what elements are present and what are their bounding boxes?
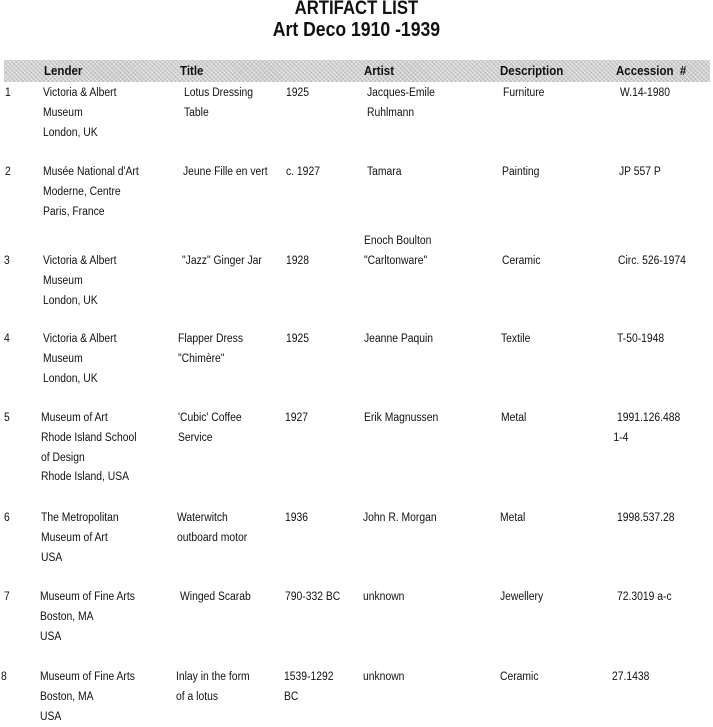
lender-cell-line: Museum [43, 106, 83, 119]
description-cell: Painting [502, 166, 540, 178]
artist-cell-line: Jeanne Paquin [364, 333, 434, 345]
date-cell [286, 330, 309, 350]
accession-cell-line: 72.3019 a-c [617, 591, 672, 603]
lender-cell [43, 163, 139, 222]
title-cell [178, 409, 242, 449]
accession-cell-line: 1998.537.28 [617, 512, 675, 524]
date-cell [285, 509, 308, 529]
lender-cell-line: USA [40, 630, 62, 643]
lender-cell [40, 668, 135, 727]
row-number: 8 [1, 671, 7, 683]
artist-cell-line: "Carltonware" [364, 254, 428, 267]
accession-cell-line: T-50-1948 [617, 333, 665, 345]
lender-cell-line: London, UK [43, 372, 98, 385]
date-cell-line: c. 1927 [286, 166, 320, 178]
document-subtitle: Art Deco 1910 -1939 [272, 19, 441, 41]
title-cell [178, 330, 243, 370]
row-number: 4 [4, 333, 10, 345]
title-cell-line: Jeune Fille en vert [183, 166, 268, 178]
date-cell [286, 84, 309, 104]
accession-cell [620, 84, 670, 104]
accession-cell [617, 509, 675, 529]
title-cell-line: Winged Scarab [180, 591, 251, 603]
accession-cell [613, 409, 681, 449]
accession-cell-line: 1-4 [613, 431, 629, 444]
artist-cell [364, 232, 431, 272]
date-cell [285, 588, 340, 608]
title-cell [176, 668, 250, 708]
title-cell-line: Lotus Dressing [184, 87, 254, 99]
table-header-band [4, 60, 710, 82]
lender-cell-line: Museum [43, 352, 83, 365]
lender-cell-line: USA [41, 551, 63, 564]
date-cell-line: 1927 [285, 412, 309, 424]
title-cell-line: outboard motor [177, 531, 248, 544]
artist-cell [363, 668, 404, 688]
row-number: 7 [4, 591, 10, 603]
accession-cell-line: 1991.126.488 [617, 412, 681, 424]
title-cell [183, 163, 268, 183]
description-cell: Ceramic [502, 255, 541, 267]
title-cell-line: "Chimère" [178, 352, 225, 365]
description-cell: Ceramic [500, 671, 539, 683]
artist-cell-line: John R. Morgan [363, 512, 437, 524]
lender-cell-line: Rhode Island, USA [41, 471, 130, 484]
description-cell: Furniture [503, 87, 545, 99]
accession-cell-line: 27.1438 [612, 671, 650, 683]
title-cell-line: 'Cubic' Coffee [178, 412, 242, 424]
date-cell [284, 668, 334, 708]
title-cell-line: Flapper Dress [178, 333, 243, 345]
lender-cell-line: London, UK [43, 294, 98, 307]
title-cell-line: Waterwitch [177, 512, 228, 524]
accession-cell [619, 163, 661, 183]
row-number: 6 [4, 512, 10, 524]
artist-cell-line: unknown [363, 591, 405, 603]
row-number: 2 [5, 166, 11, 178]
title-cell-line: "Jazz" Ginger Jar [182, 255, 262, 267]
description-cell: Textile [501, 333, 531, 345]
row-number: 1 [5, 87, 11, 99]
lender-cell [43, 84, 116, 143]
lender-cell-line: Moderne, Centre [43, 185, 121, 198]
artist-cell [367, 163, 402, 183]
lender-cell-line: Victoria & Albert [43, 333, 117, 345]
artist-cell-line: Erik Magnussen [364, 412, 439, 424]
artist-cell-line: Jacques-Emile [367, 87, 435, 99]
title-cell-line: Table [184, 106, 209, 119]
lender-cell-line: Victoria & Albert [43, 255, 117, 267]
artist-cell-line: Ruhlmann [367, 106, 415, 119]
accession-cell [612, 668, 649, 688]
lender-cell-line: Paris, France [43, 205, 105, 218]
lender-cell-line: Victoria & Albert [43, 87, 117, 99]
lender-cell-line: Museum of Art [41, 412, 108, 424]
row-number: 3 [4, 255, 10, 267]
lender-cell-line: The Metropolitan [41, 512, 119, 524]
lender-cell [41, 409, 137, 488]
date-cell-line: BC [284, 690, 299, 703]
column-header-lender: Lender [44, 64, 83, 78]
lender-cell-line: London, UK [43, 126, 98, 139]
description-cell: Metal [500, 512, 526, 524]
accession-cell-line: W.14-1980 [620, 87, 671, 99]
title-cell [180, 588, 251, 608]
title-cell-line: Service [178, 431, 213, 444]
artist-cell [364, 409, 438, 429]
date-cell-line: 790-332 BC [285, 591, 341, 603]
lender-cell-line: Museum of Art [41, 531, 108, 544]
date-cell-line: 1936 [285, 512, 309, 524]
document-title: ARTIFACT LIST [294, 0, 419, 19]
date-cell-line: 1925 [286, 87, 310, 99]
column-header-artist: Artist [364, 64, 395, 78]
title-cell [184, 84, 253, 124]
title-cell [177, 509, 247, 549]
artist-cell-line: unknown [363, 671, 405, 683]
date-cell-line: 1928 [286, 255, 310, 267]
artist-cell-line: Tamara [367, 166, 402, 178]
accession-cell [617, 588, 672, 608]
date-cell [286, 163, 320, 183]
artist-cell [367, 84, 435, 124]
artist-cell-line: Enoch Boulton [364, 235, 432, 247]
artist-cell [363, 509, 437, 529]
lender-cell [43, 330, 116, 389]
description-cell: Metal [501, 412, 527, 424]
accession-cell [618, 252, 686, 272]
lender-cell-line: Museum [43, 274, 83, 287]
accession-cell-line: Circ. 526-1974 [618, 255, 686, 267]
date-cell-line: 1539-1292 [284, 671, 334, 683]
lender-cell-line: Museum of Fine Arts [40, 591, 135, 603]
lender-cell-line: Boston, MA [40, 610, 94, 623]
lender-cell-line: Museum of Fine Arts [40, 671, 135, 683]
lender-cell-line: USA [40, 710, 62, 723]
column-header-title: Title [180, 64, 204, 78]
artist-cell [363, 588, 404, 608]
lender-cell-line: Musée National d'Art [43, 166, 139, 178]
lender-cell [43, 252, 116, 311]
lender-cell-line: Rhode Island School [41, 431, 137, 444]
artist-cell [364, 330, 433, 350]
lender-cell [40, 588, 135, 647]
title-cell-line: Inlay in the form [176, 671, 250, 683]
date-cell-line: 1925 [286, 333, 310, 345]
accession-cell-line: JP 557 P [619, 166, 661, 178]
lender-cell-line: Boston, MA [40, 690, 94, 703]
lender-cell [41, 509, 119, 568]
date-cell [286, 252, 309, 272]
lender-cell-line: of Design [41, 451, 85, 464]
date-cell [285, 409, 308, 429]
accession-cell [617, 330, 664, 350]
title-cell-line: of a lotus [176, 690, 219, 703]
column-header-description: Description [500, 64, 564, 78]
description-cell: Jewellery [500, 591, 544, 603]
row-number: 5 [4, 412, 10, 424]
column-header-accession: Accession # [616, 64, 687, 78]
title-cell [182, 252, 262, 272]
